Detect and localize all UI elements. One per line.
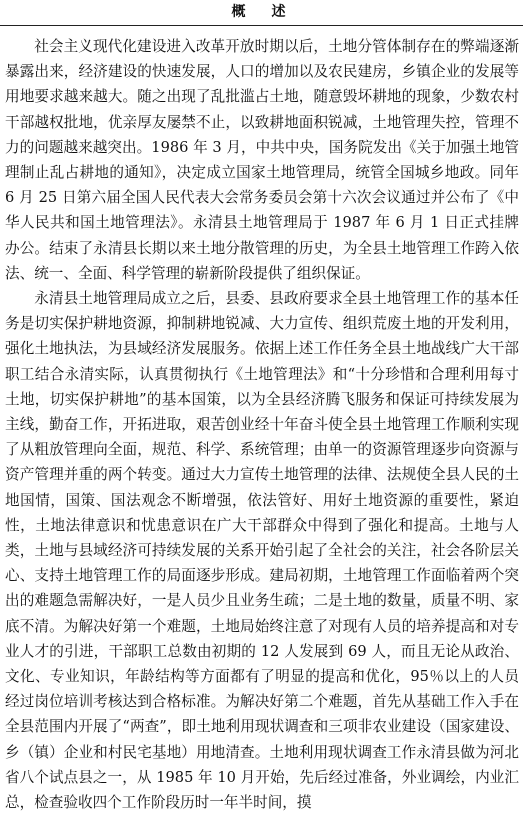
paragraph-1: 社会主义现代化建设进入改革开放时期以后，土地分管体制存在的弊端逐渐暴露出来，经济建设的快速发展，人口的增加以及农民建房，乡镇企业的发展等用地要求越来越大。随之出现了乱批滥占土地，随意毁坏耕地的现象，少数农村干部越权批地，优亲厚友屡禁不止，以致耕地面积锐减，土地管理失控，管理不力的问题越来越突出。1986 年 3 月，中共中央，国务院发出《关于加强土地管理制止乱占耕地的通知》，决定成立国家土地管理局，统管全国城乡地政。同年 6 月 25 日第六届全国人民代表大会常务委员会第十六次会议通过并公布了《中华人民共和国土地管理法》。永清县土地管理局于 1987 年 6 月 1 日正式挂牌办公。结束了永清县长期以来土地分散管理的历史，为全县土地管理工作跨入依法、统一、全面、科学管理的崭新阶段提供了组织保证。: [5, 38, 519, 282]
page-header-title: 概 述: [231, 4, 292, 20]
document-body: [5, 34, 519, 815]
header-divider: [0, 25, 523, 26]
paragraph-2: 永清县土地管理局成立之后，县委、县政府要求全县土地管理工作的基本任务是切实保护耕地资源，抑制耕地锐减、大力宣传、组织荒废土地的开发利用，强化土地执法，为县域经济发展服务。依据上述工作任务全县土地战线广大干部职工结合永清实际，认真贯彻执行《土地管理法》和“十分珍惜和合理利用每寸土地，切实保护耕地”的基本国策，以为全县经济腾飞服务和保证可持续发展为主线，勤奋工作，开拓进取，艰苦创业经十年奋斗使全县土地管理工作顺利实现了从粗放管理向全面，规范、科学、系统管理；由单一的资源管理逐步向资源与资产管理并重的两个转变。通过大力宣传土地管理的法律、法规使全县人民的土地国情，国策、国法观念不断增强，依法管好、用好土地资源的重要性，紧迫性，土地法律意识和忧患意识在广大干部群众中得到了强化和提高。土地与人类，土地与县域经济可持续发展的关系开始引起了全社会的关注，社会各阶层关心、支持土地管理工作的局面逐步形成。建局初期，土地管理工作面临着两个突出的难题急需解决好，一是人员少且业务生疏；二是土地的数量，质量不明、家底不清。为解决好第一个难题，土地局始终注意了对现有人员的培养提高和对专业人才的引进，干部职工总数由初期的 12 人发展到 69 人，而且无论从政治、文化、专业知识，年龄结构等方面都有了明显的提高和优化，95％以上的人员经过岗位培训考核达到合格标准。为解决好第二个难题，首先从基础工作入手在全县范围内开展了“两查”，即土地利用现状调查和三项非农业建设（国家建设、乡（镇）企业和村民宅基地）用地清查。土地利用现状调查工作永清县做为河北省八个试点县之一，从 1985 年 10 月开始，先后经过准备，外业调绘，内业汇总，检查验收四个工作阶段历时一年半时间，摸: [5, 290, 519, 812]
